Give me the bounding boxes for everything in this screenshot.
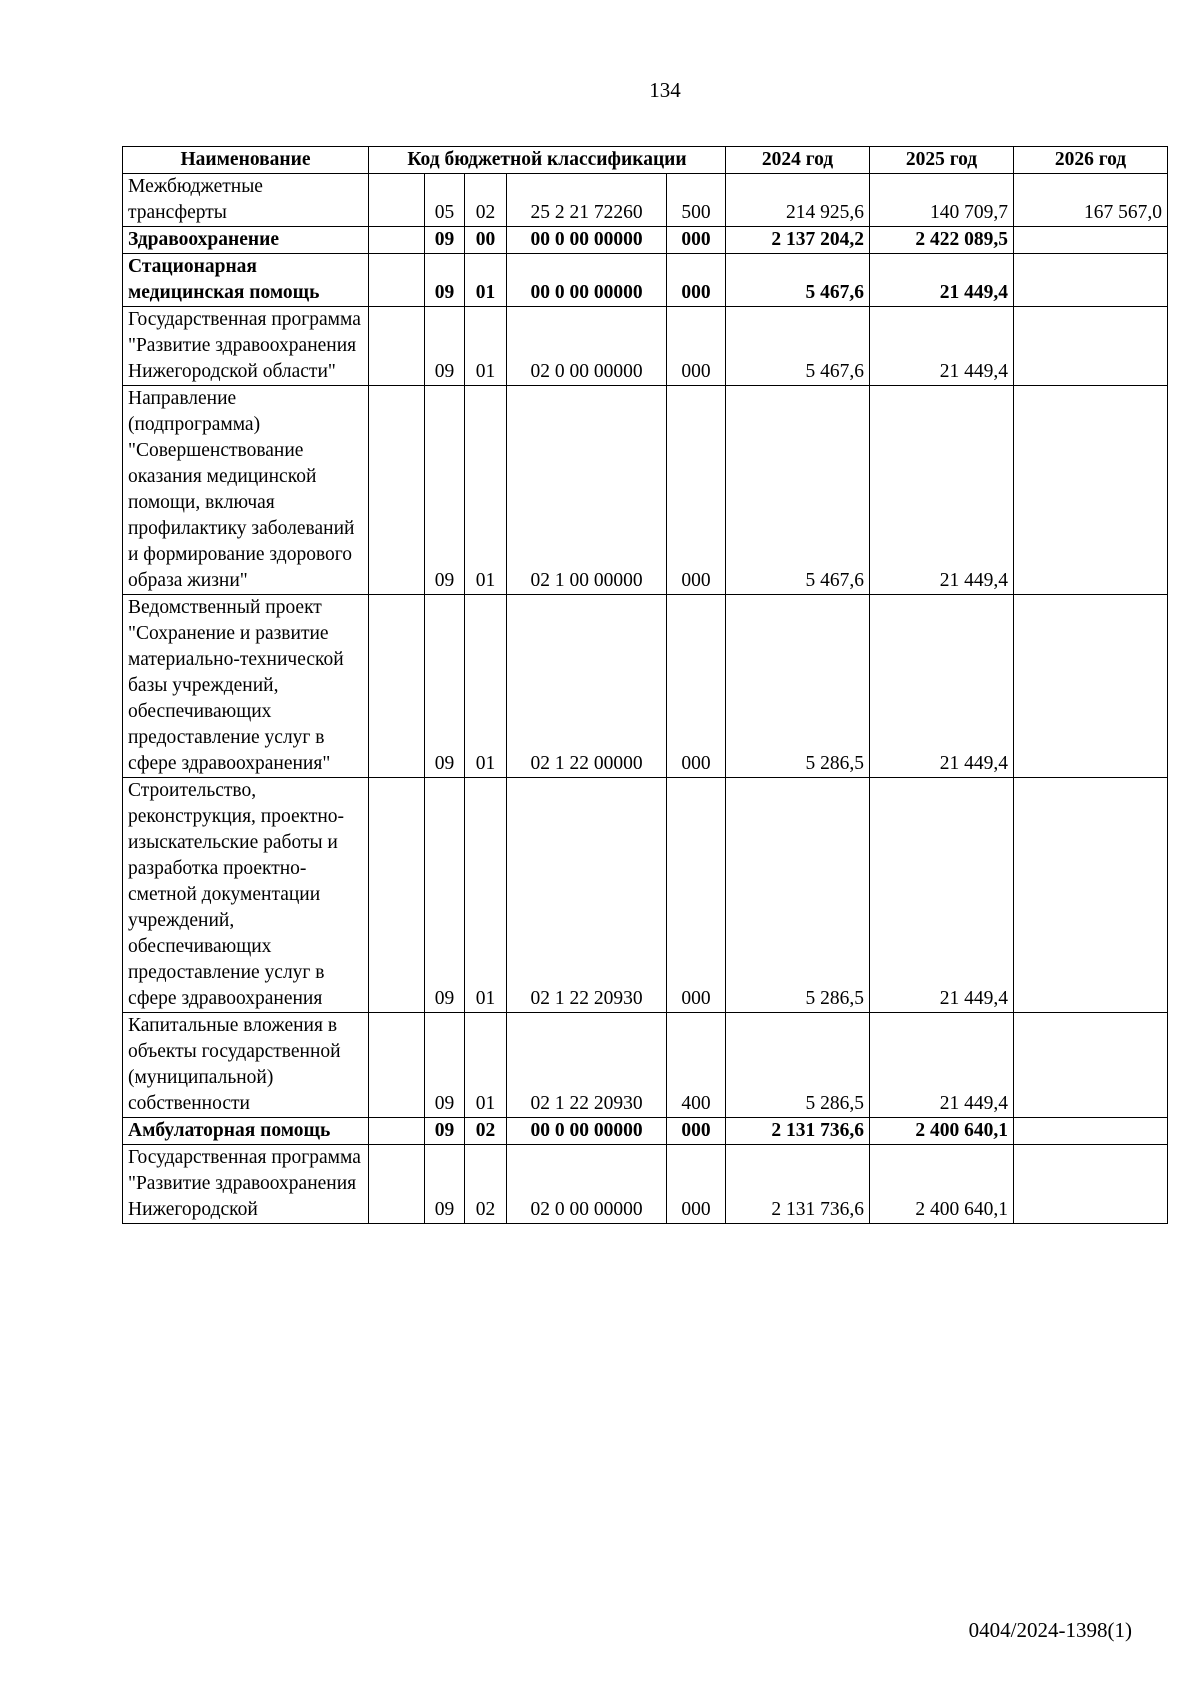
- row-name-cell: Стационарная медицинская помощь: [123, 254, 369, 307]
- row-value-2026: [1014, 778, 1168, 1013]
- row-value-2024: 5 286,5: [726, 1013, 870, 1118]
- row-value-2025: 21 449,4: [870, 254, 1014, 307]
- row-section-code: 09: [425, 778, 465, 1013]
- row-value-2026: [1014, 1145, 1168, 1224]
- row-subsection-code: 02: [465, 1118, 507, 1145]
- row-empty-code-cell: [369, 1118, 425, 1145]
- row-subsection-code: 01: [465, 386, 507, 595]
- row-empty-code-cell: [369, 227, 425, 254]
- row-value-2026: [1014, 254, 1168, 307]
- row-target-article-code: 00 0 00 00000: [507, 1118, 667, 1145]
- row-target-article-code: 02 1 00 00000: [507, 386, 667, 595]
- header-2025: 2025 год: [870, 147, 1014, 174]
- budget-table: [122, 146, 1168, 1224]
- header-2026: 2026 год: [1014, 147, 1168, 174]
- row-value-2024: 5 467,6: [726, 254, 870, 307]
- header-name: Наименование: [123, 147, 369, 174]
- row-value-2024: 5 286,5: [726, 778, 870, 1013]
- row-value-2026: [1014, 386, 1168, 595]
- row-name-cell: Ведомственный проект "Сохранение и развитие материально-технической базы учреждений, обеспечивающих предоставление услуг в сфере здравоохранения": [123, 595, 369, 778]
- row-value-2024: 5 467,6: [726, 307, 870, 386]
- row-name-cell: Государственная программа "Развитие здравоохранения Нижегородской: [123, 1145, 369, 1224]
- row-subsection-code: 01: [465, 778, 507, 1013]
- row-name-cell: Направление (подпрограмма) "Совершенствование оказания медицинской помощи, включая профилактику заболеваний и формирование здорового образа жизни": [123, 386, 369, 595]
- row-expense-type-code: 000: [667, 254, 726, 307]
- row-target-article-code: 02 1 22 20930: [507, 778, 667, 1013]
- row-value-2024: 5 286,5: [726, 595, 870, 778]
- row-expense-type-code: 400: [667, 1013, 726, 1118]
- row-target-article-code: 00 0 00 00000: [507, 254, 667, 307]
- row-section-code: 09: [425, 254, 465, 307]
- row-value-2025: 21 449,4: [870, 595, 1014, 778]
- row-value-2024: 5 467,6: [726, 386, 870, 595]
- row-value-2026: [1014, 1118, 1168, 1145]
- table-row: [123, 1013, 1168, 1118]
- row-empty-code-cell: [369, 307, 425, 386]
- row-value-2025: 21 449,4: [870, 1013, 1014, 1118]
- table-row: [123, 227, 1168, 254]
- row-target-article-code: 02 1 22 00000: [507, 595, 667, 778]
- row-value-2025: 2 400 640,1: [870, 1118, 1014, 1145]
- table-row: [123, 1145, 1168, 1224]
- row-empty-code-cell: [369, 174, 425, 227]
- header-2024: 2024 год: [726, 147, 870, 174]
- row-empty-code-cell: [369, 595, 425, 778]
- header-code: Код бюджетной классификации: [369, 147, 726, 174]
- row-expense-type-code: 000: [667, 1118, 726, 1145]
- row-section-code: 05: [425, 174, 465, 227]
- row-name-cell: Строительство, реконструкция, проектно-изыскательские работы и разработка проектно-сметной документации учреждений, обеспечивающих предоставление услуг в сфере здравоохранения: [123, 778, 369, 1013]
- row-expense-type-code: 000: [667, 227, 726, 254]
- row-name-cell: Здравоохранение: [123, 227, 369, 254]
- row-expense-type-code: 000: [667, 595, 726, 778]
- table-row: [123, 307, 1168, 386]
- row-expense-type-code: 500: [667, 174, 726, 227]
- row-empty-code-cell: [369, 1013, 425, 1118]
- row-value-2026: 167 567,0: [1014, 174, 1168, 227]
- row-subsection-code: 01: [465, 595, 507, 778]
- row-section-code: 09: [425, 1145, 465, 1224]
- row-section-code: 09: [425, 1118, 465, 1145]
- row-value-2024: 214 925,6: [726, 174, 870, 227]
- row-expense-type-code: 000: [667, 307, 726, 386]
- row-target-article-code: 02 0 00 00000: [507, 307, 667, 386]
- row-value-2026: [1014, 1013, 1168, 1118]
- row-value-2024: 2 137 204,2: [726, 227, 870, 254]
- row-value-2026: [1014, 227, 1168, 254]
- row-name-cell: Межбюджетные трансферты: [123, 174, 369, 227]
- row-empty-code-cell: [369, 1145, 425, 1224]
- table-row: [123, 778, 1168, 1013]
- table-row: [123, 1118, 1168, 1145]
- row-value-2025: 21 449,4: [870, 307, 1014, 386]
- row-subsection-code: 00: [465, 227, 507, 254]
- row-expense-type-code: 000: [667, 1145, 726, 1224]
- row-value-2025: 21 449,4: [870, 778, 1014, 1013]
- row-section-code: 09: [425, 227, 465, 254]
- row-section-code: 09: [425, 307, 465, 386]
- row-empty-code-cell: [369, 386, 425, 595]
- table-header-row: [123, 147, 1168, 174]
- table-row: [123, 254, 1168, 307]
- table-row: [123, 386, 1168, 595]
- document-number: 0404/2024-1398(1): [968, 1618, 1132, 1642]
- row-target-article-code: 02 1 22 20930: [507, 1013, 667, 1118]
- row-expense-type-code: 000: [667, 778, 726, 1013]
- row-section-code: 09: [425, 386, 465, 595]
- row-subsection-code: 02: [465, 1145, 507, 1224]
- row-value-2026: [1014, 595, 1168, 778]
- row-target-article-code: 25 2 21 72260: [507, 174, 667, 227]
- row-name-cell: Амбулаторная помощь: [123, 1118, 369, 1145]
- row-empty-code-cell: [369, 254, 425, 307]
- row-value-2025: 2 422 089,5: [870, 227, 1014, 254]
- row-value-2025: 140 709,7: [870, 174, 1014, 227]
- row-target-article-code: 00 0 00 00000: [507, 227, 667, 254]
- row-section-code: 09: [425, 595, 465, 778]
- table-row: [123, 174, 1168, 227]
- row-empty-code-cell: [369, 778, 425, 1013]
- row-value-2026: [1014, 307, 1168, 386]
- row-subsection-code: 01: [465, 1013, 507, 1118]
- page-number: 134: [649, 78, 681, 102]
- row-section-code: 09: [425, 1013, 465, 1118]
- table-row: [123, 595, 1168, 778]
- row-subsection-code: 02: [465, 174, 507, 227]
- row-value-2025: 21 449,4: [870, 386, 1014, 595]
- row-name-cell: Капитальные вложения в объекты государственной (муниципальной) собственности: [123, 1013, 369, 1118]
- row-value-2024: 2 131 736,6: [726, 1145, 870, 1224]
- row-value-2025: 2 400 640,1: [870, 1145, 1014, 1224]
- row-name-cell: Государственная программа "Развитие здравоохранения Нижегородской области": [123, 307, 369, 386]
- row-subsection-code: 01: [465, 307, 507, 386]
- row-target-article-code: 02 0 00 00000: [507, 1145, 667, 1224]
- row-value-2024: 2 131 736,6: [726, 1118, 870, 1145]
- row-expense-type-code: 000: [667, 386, 726, 595]
- row-subsection-code: 01: [465, 254, 507, 307]
